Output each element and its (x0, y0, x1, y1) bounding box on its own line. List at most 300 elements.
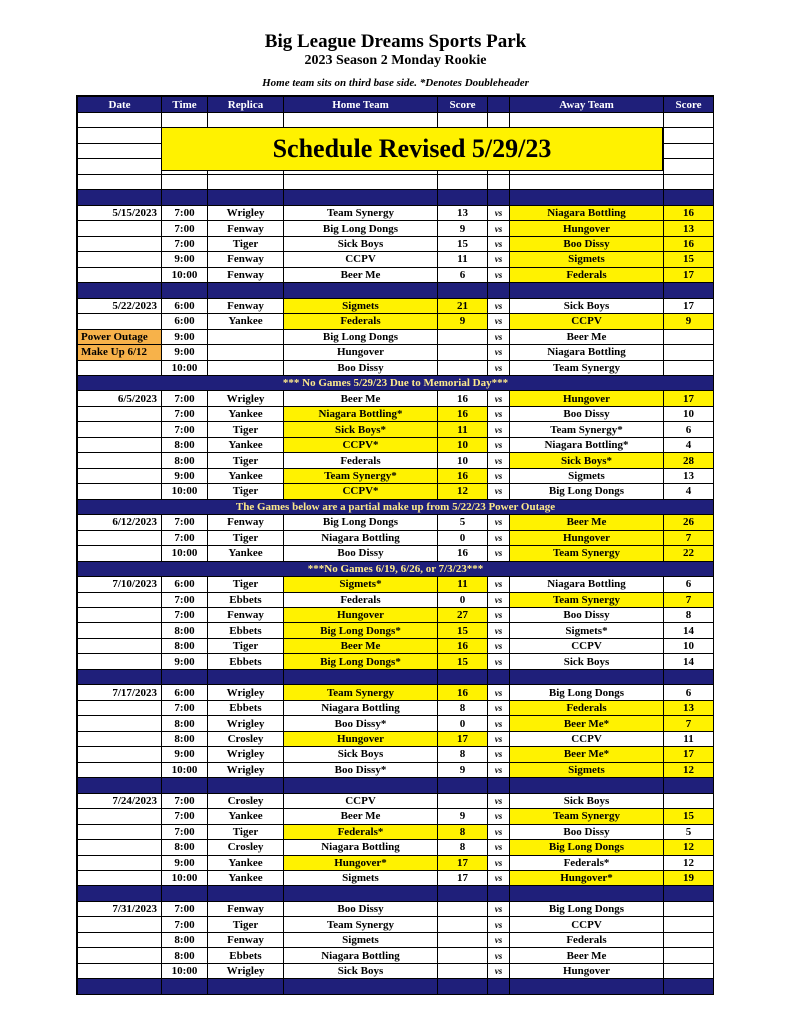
replica-cell: Tiger (208, 917, 284, 932)
home-team-cell: Big Long Dongs (284, 329, 438, 344)
replica-cell: Wrigley (208, 747, 284, 762)
time-cell: 8:00 (162, 638, 208, 653)
empty-cell (162, 778, 208, 793)
vs-cell: vs (488, 406, 510, 421)
vs-cell: vs (488, 314, 510, 329)
date-cell (78, 221, 162, 236)
vs-cell: vs (488, 685, 510, 700)
home-score-cell: 13 (438, 205, 488, 220)
replica-cell: Yankee (208, 546, 284, 561)
away-team-cell: Sigmets (510, 468, 664, 483)
away-team-cell: Sigmets (510, 762, 664, 777)
replica-cell: Fenway (208, 932, 284, 947)
replica-cell: Ebbets (208, 700, 284, 715)
away-score-cell: 13 (664, 700, 714, 715)
empty-cell (510, 669, 664, 684)
date-cell (78, 824, 162, 839)
vs-cell: vs (488, 515, 510, 530)
date-cell (78, 638, 162, 653)
home-team-cell: Hungover (284, 608, 438, 623)
vs-cell: vs (488, 623, 510, 638)
vs-cell: vs (488, 267, 510, 282)
date-cell: 5/22/2023 (78, 298, 162, 313)
game-row (78, 267, 714, 282)
home-team-cell: Niagara Bottling (284, 530, 438, 545)
away-score-cell: 16 (664, 236, 714, 251)
replica-cell: Wrigley (208, 391, 284, 406)
away-score-cell: 16 (664, 205, 714, 220)
vs-cell: vs (488, 468, 510, 483)
vs-cell: vs (488, 546, 510, 561)
away-team-cell: Niagara Bottling (510, 345, 664, 360)
empty-cell (438, 886, 488, 901)
vs-cell: vs (488, 345, 510, 360)
home-team-cell: Beer Me (284, 638, 438, 653)
date-cell (78, 546, 162, 561)
date-cell: 7/31/2023 (78, 901, 162, 916)
replica-cell: Tiger (208, 236, 284, 251)
home-score-cell: 15 (438, 623, 488, 638)
time-cell: 6:00 (162, 298, 208, 313)
home-score-cell: 15 (438, 236, 488, 251)
time-cell: 8:00 (162, 437, 208, 452)
empty-cell (510, 113, 664, 128)
game-row (78, 314, 714, 329)
date-cell (78, 809, 162, 824)
away-team-cell: Hungover (510, 963, 664, 978)
home-score-cell: 11 (438, 252, 488, 267)
away-team-cell: CCPV (510, 731, 664, 746)
home-score-cell: 16 (438, 638, 488, 653)
date-cell (78, 453, 162, 468)
game-row (78, 793, 714, 808)
notice-row (78, 375, 714, 390)
home-team-cell: Federals* (284, 824, 438, 839)
empty-cell (664, 128, 714, 143)
empty-cell (664, 979, 714, 994)
game-row (78, 917, 714, 932)
empty-cell (510, 190, 664, 205)
date-cell (78, 963, 162, 978)
date-cell (78, 252, 162, 267)
time-cell: 7:00 (162, 901, 208, 916)
date-cell (78, 731, 162, 746)
empty-cell (488, 283, 510, 298)
vs-cell: vs (488, 840, 510, 855)
time-cell: 7:00 (162, 824, 208, 839)
game-row (78, 608, 714, 623)
home-score-cell: 16 (438, 391, 488, 406)
home-team-cell: CCPV (284, 793, 438, 808)
empty-cell (510, 886, 664, 901)
home-team-cell: Federals (284, 314, 438, 329)
away-score-cell: 17 (664, 747, 714, 762)
time-cell: 10:00 (162, 484, 208, 499)
empty-cell (488, 190, 510, 205)
date-cell (78, 948, 162, 963)
empty-cell (284, 113, 438, 128)
home-team-cell: Boo Dissy (284, 546, 438, 561)
time-cell: 6:00 (162, 685, 208, 700)
home-score-cell: 0 (438, 716, 488, 731)
time-cell: 7:00 (162, 221, 208, 236)
game-row (78, 716, 714, 731)
away-score-cell (664, 932, 714, 947)
home-team-cell: Team Synergy* (284, 468, 438, 483)
vs-cell: vs (488, 484, 510, 499)
away-score-cell (664, 329, 714, 344)
away-team-cell: Hungover (510, 221, 664, 236)
game-row (78, 762, 714, 777)
replica-cell: Yankee (208, 809, 284, 824)
replica-cell: Tiger (208, 530, 284, 545)
replica-cell: Ebbets (208, 592, 284, 607)
home-score-cell: 8 (438, 840, 488, 855)
game-row (78, 484, 714, 499)
time-cell: 9:00 (162, 468, 208, 483)
game-row (78, 515, 714, 530)
vs-cell: vs (488, 716, 510, 731)
away-team-cell: Sick Boys (510, 298, 664, 313)
game-row (78, 870, 714, 885)
replica-cell: Yankee (208, 855, 284, 870)
col-home-team-header: Home Team (284, 97, 438, 113)
game-row (78, 221, 714, 236)
replica-cell (208, 360, 284, 375)
time-cell: 7:00 (162, 793, 208, 808)
col-replica-header: Replica (208, 97, 284, 113)
away-score-cell: 8 (664, 608, 714, 623)
home-score-cell (438, 948, 488, 963)
empty-cell (284, 778, 438, 793)
vs-cell: vs (488, 577, 510, 592)
home-team-cell: Team Synergy (284, 917, 438, 932)
away-team-cell: Sigmets (510, 252, 664, 267)
empty-cell (284, 190, 438, 205)
notice-row (78, 561, 714, 576)
date-cell (78, 870, 162, 885)
time-cell: 7:00 (162, 809, 208, 824)
replica-cell (208, 329, 284, 344)
empty-cell (664, 159, 714, 174)
away-score-cell: 7 (664, 716, 714, 731)
col-vs-header (488, 97, 510, 113)
away-score-cell: 17 (664, 391, 714, 406)
away-score-cell: 11 (664, 731, 714, 746)
replica-cell: Wrigley (208, 762, 284, 777)
empty-cell (78, 128, 162, 143)
away-score-cell (664, 345, 714, 360)
game-row (78, 468, 714, 483)
empty-cell (208, 778, 284, 793)
away-team-cell: Niagara Bottling* (510, 437, 664, 452)
notice-text: ***No Games 6/19, 6/26, or 7/3/23*** (78, 561, 714, 576)
home-team-cell: Niagara Bottling (284, 948, 438, 963)
away-team-cell: Big Long Dongs (510, 901, 664, 916)
empty-cell (284, 669, 438, 684)
vs-cell: vs (488, 638, 510, 653)
away-team-cell: Federals (510, 700, 664, 715)
replica-cell: Wrigley (208, 963, 284, 978)
col-away-team-header: Away Team (510, 97, 664, 113)
home-score-cell (438, 793, 488, 808)
empty-cell (162, 113, 208, 128)
empty-cell (438, 190, 488, 205)
home-score-cell (438, 360, 488, 375)
vs-cell: vs (488, 809, 510, 824)
game-row (78, 824, 714, 839)
empty-cell (208, 886, 284, 901)
replica-cell: Yankee (208, 468, 284, 483)
home-score-cell: 8 (438, 824, 488, 839)
replica-cell: Yankee (208, 437, 284, 452)
time-cell: 7:00 (162, 515, 208, 530)
time-cell: 7:00 (162, 205, 208, 220)
time-cell: 7:00 (162, 608, 208, 623)
schedule-grid (76, 95, 714, 995)
vs-cell: vs (488, 932, 510, 947)
separator-row (78, 979, 714, 994)
away-team-cell: Sick Boys (510, 793, 664, 808)
page-title: Big League Dreams Sports Park (264, 31, 527, 52)
home-score-cell: 8 (438, 700, 488, 715)
date-cell: Power Outage (78, 329, 162, 344)
home-team-cell: Beer Me (284, 809, 438, 824)
replica-cell: Yankee (208, 406, 284, 421)
replica-cell: Ebbets (208, 948, 284, 963)
game-row (78, 685, 714, 700)
home-score-cell: 16 (438, 406, 488, 421)
home-score-cell: 0 (438, 592, 488, 607)
game-row (78, 638, 714, 653)
home-score-cell: 0 (438, 530, 488, 545)
date-cell (78, 608, 162, 623)
game-row (78, 592, 714, 607)
replica-cell: Tiger (208, 422, 284, 437)
empty-cell (664, 886, 714, 901)
empty-cell (162, 174, 208, 189)
empty-cell (78, 778, 162, 793)
away-score-cell (664, 360, 714, 375)
replica-cell: Wrigley (208, 716, 284, 731)
away-score-cell: 15 (664, 809, 714, 824)
empty-cell (162, 979, 208, 994)
time-cell: 9:00 (162, 654, 208, 669)
replica-cell: Fenway (208, 267, 284, 282)
vs-cell: vs (488, 252, 510, 267)
home-score-cell: 11 (438, 422, 488, 437)
game-row (78, 654, 714, 669)
empty-cell (488, 113, 510, 128)
vs-cell: vs (488, 747, 510, 762)
time-cell: 10:00 (162, 267, 208, 282)
away-team-cell: Federals (510, 932, 664, 947)
time-cell: 7:00 (162, 422, 208, 437)
time-cell: 9:00 (162, 345, 208, 360)
separator-row (78, 669, 714, 684)
empty-cell (510, 283, 664, 298)
time-cell: 10:00 (162, 360, 208, 375)
home-score-cell: 16 (438, 685, 488, 700)
replica-cell (208, 345, 284, 360)
date-cell (78, 917, 162, 932)
away-team-cell: Boo Dissy (510, 608, 664, 623)
away-team-cell: CCPV (510, 917, 664, 932)
away-score-cell: 15 (664, 252, 714, 267)
separator-row (78, 886, 714, 901)
away-score-cell (664, 917, 714, 932)
time-cell: 7:00 (162, 700, 208, 715)
away-team-cell: Big Long Dongs (510, 685, 664, 700)
away-team-cell: Team Synergy* (510, 422, 664, 437)
game-row (78, 963, 714, 978)
away-team-cell: Team Synergy (510, 546, 664, 561)
date-cell (78, 437, 162, 452)
away-score-cell: 14 (664, 623, 714, 638)
date-cell: Make Up 6/12 (78, 345, 162, 360)
home-team-cell: CCPV (284, 252, 438, 267)
home-team-cell: Sick Boys (284, 236, 438, 251)
empty-cell (664, 174, 714, 189)
empty-cell (78, 190, 162, 205)
game-row (78, 546, 714, 561)
vs-cell: vs (488, 422, 510, 437)
empty-cell (510, 174, 664, 189)
game-row (78, 453, 714, 468)
home-team-cell: Niagara Bottling (284, 700, 438, 715)
vs-cell: vs (488, 437, 510, 452)
home-team-cell: Sick Boys* (284, 422, 438, 437)
empty-cell (162, 283, 208, 298)
date-cell: 6/12/2023 (78, 515, 162, 530)
time-cell: 6:00 (162, 314, 208, 329)
game-row (78, 205, 714, 220)
empty-cell (284, 174, 438, 189)
time-cell: 7:00 (162, 917, 208, 932)
home-score-cell: 5 (438, 515, 488, 530)
empty-cell (208, 979, 284, 994)
separator-row (78, 778, 714, 793)
replica-cell: Fenway (208, 515, 284, 530)
replica-cell: Fenway (208, 221, 284, 236)
away-score-cell: 28 (664, 453, 714, 468)
vs-cell: vs (488, 855, 510, 870)
away-score-cell (664, 793, 714, 808)
home-score-cell: 21 (438, 298, 488, 313)
empty-cell (208, 283, 284, 298)
away-team-cell: Sick Boys (510, 654, 664, 669)
replica-cell: Crosley (208, 840, 284, 855)
empty-cell (438, 113, 488, 128)
time-cell: 8:00 (162, 948, 208, 963)
away-team-cell: CCPV (510, 638, 664, 653)
empty-cell (162, 669, 208, 684)
away-team-cell: Team Synergy (510, 809, 664, 824)
time-cell: 7:00 (162, 391, 208, 406)
date-cell: 7/17/2023 (78, 685, 162, 700)
empty-cell (78, 886, 162, 901)
home-team-cell: Sigmets* (284, 577, 438, 592)
home-score-cell (438, 901, 488, 916)
away-score-cell: 12 (664, 855, 714, 870)
empty-cell (78, 159, 162, 174)
empty-cell (438, 778, 488, 793)
home-score-cell: 6 (438, 267, 488, 282)
away-team-cell: CCPV (510, 314, 664, 329)
away-score-cell: 9 (664, 314, 714, 329)
date-cell: 7/10/2023 (78, 577, 162, 592)
away-team-cell: Beer Me* (510, 747, 664, 762)
away-team-cell: Sigmets* (510, 623, 664, 638)
game-row (78, 406, 714, 421)
replica-cell: Ebbets (208, 623, 284, 638)
empty-cell (78, 669, 162, 684)
empty-cell (78, 283, 162, 298)
home-score-cell (438, 917, 488, 932)
empty-cell (284, 886, 438, 901)
vs-cell: vs (488, 870, 510, 885)
replica-cell: Tiger (208, 453, 284, 468)
away-score-cell: 14 (664, 654, 714, 669)
empty-cell (438, 979, 488, 994)
schedule-revised-banner: Schedule Revised 5/29/23 (161, 127, 663, 171)
vs-cell: vs (488, 793, 510, 808)
away-score-cell (664, 963, 714, 978)
date-cell (78, 422, 162, 437)
game-row (78, 932, 714, 947)
schedule-body (78, 113, 714, 995)
vs-cell: vs (488, 391, 510, 406)
date-cell (78, 623, 162, 638)
vs-cell: vs (488, 963, 510, 978)
away-score-cell: 17 (664, 298, 714, 313)
empty-cell (488, 778, 510, 793)
date-cell (78, 747, 162, 762)
game-row (78, 236, 714, 251)
date-cell (78, 360, 162, 375)
vs-cell: vs (488, 917, 510, 932)
game-row (78, 901, 714, 916)
home-team-cell: CCPV* (284, 437, 438, 452)
time-cell: 7:00 (162, 236, 208, 251)
away-team-cell: Hungover (510, 391, 664, 406)
home-team-cell: Sick Boys (284, 963, 438, 978)
home-score-cell: 16 (438, 468, 488, 483)
home-team-cell: Boo Dissy* (284, 762, 438, 777)
date-cell: 7/24/2023 (78, 793, 162, 808)
away-team-cell: Beer Me* (510, 716, 664, 731)
away-score-cell: 12 (664, 762, 714, 777)
separator-row (78, 190, 714, 205)
home-team-cell: Boo Dissy (284, 360, 438, 375)
replica-cell: Fenway (208, 298, 284, 313)
away-team-cell: Beer Me (510, 948, 664, 963)
away-team-cell: Hungover (510, 530, 664, 545)
away-team-cell: Niagara Bottling (510, 577, 664, 592)
date-cell (78, 484, 162, 499)
date-cell (78, 932, 162, 947)
empty-cell (510, 979, 664, 994)
time-cell: 9:00 (162, 252, 208, 267)
vs-cell: vs (488, 608, 510, 623)
away-score-cell (664, 901, 714, 916)
replica-cell: Yankee (208, 870, 284, 885)
home-team-cell: Team Synergy (284, 685, 438, 700)
empty-cell (78, 174, 162, 189)
notice-row (78, 499, 714, 514)
away-team-cell: Sick Boys* (510, 453, 664, 468)
replica-cell: Crosley (208, 731, 284, 746)
